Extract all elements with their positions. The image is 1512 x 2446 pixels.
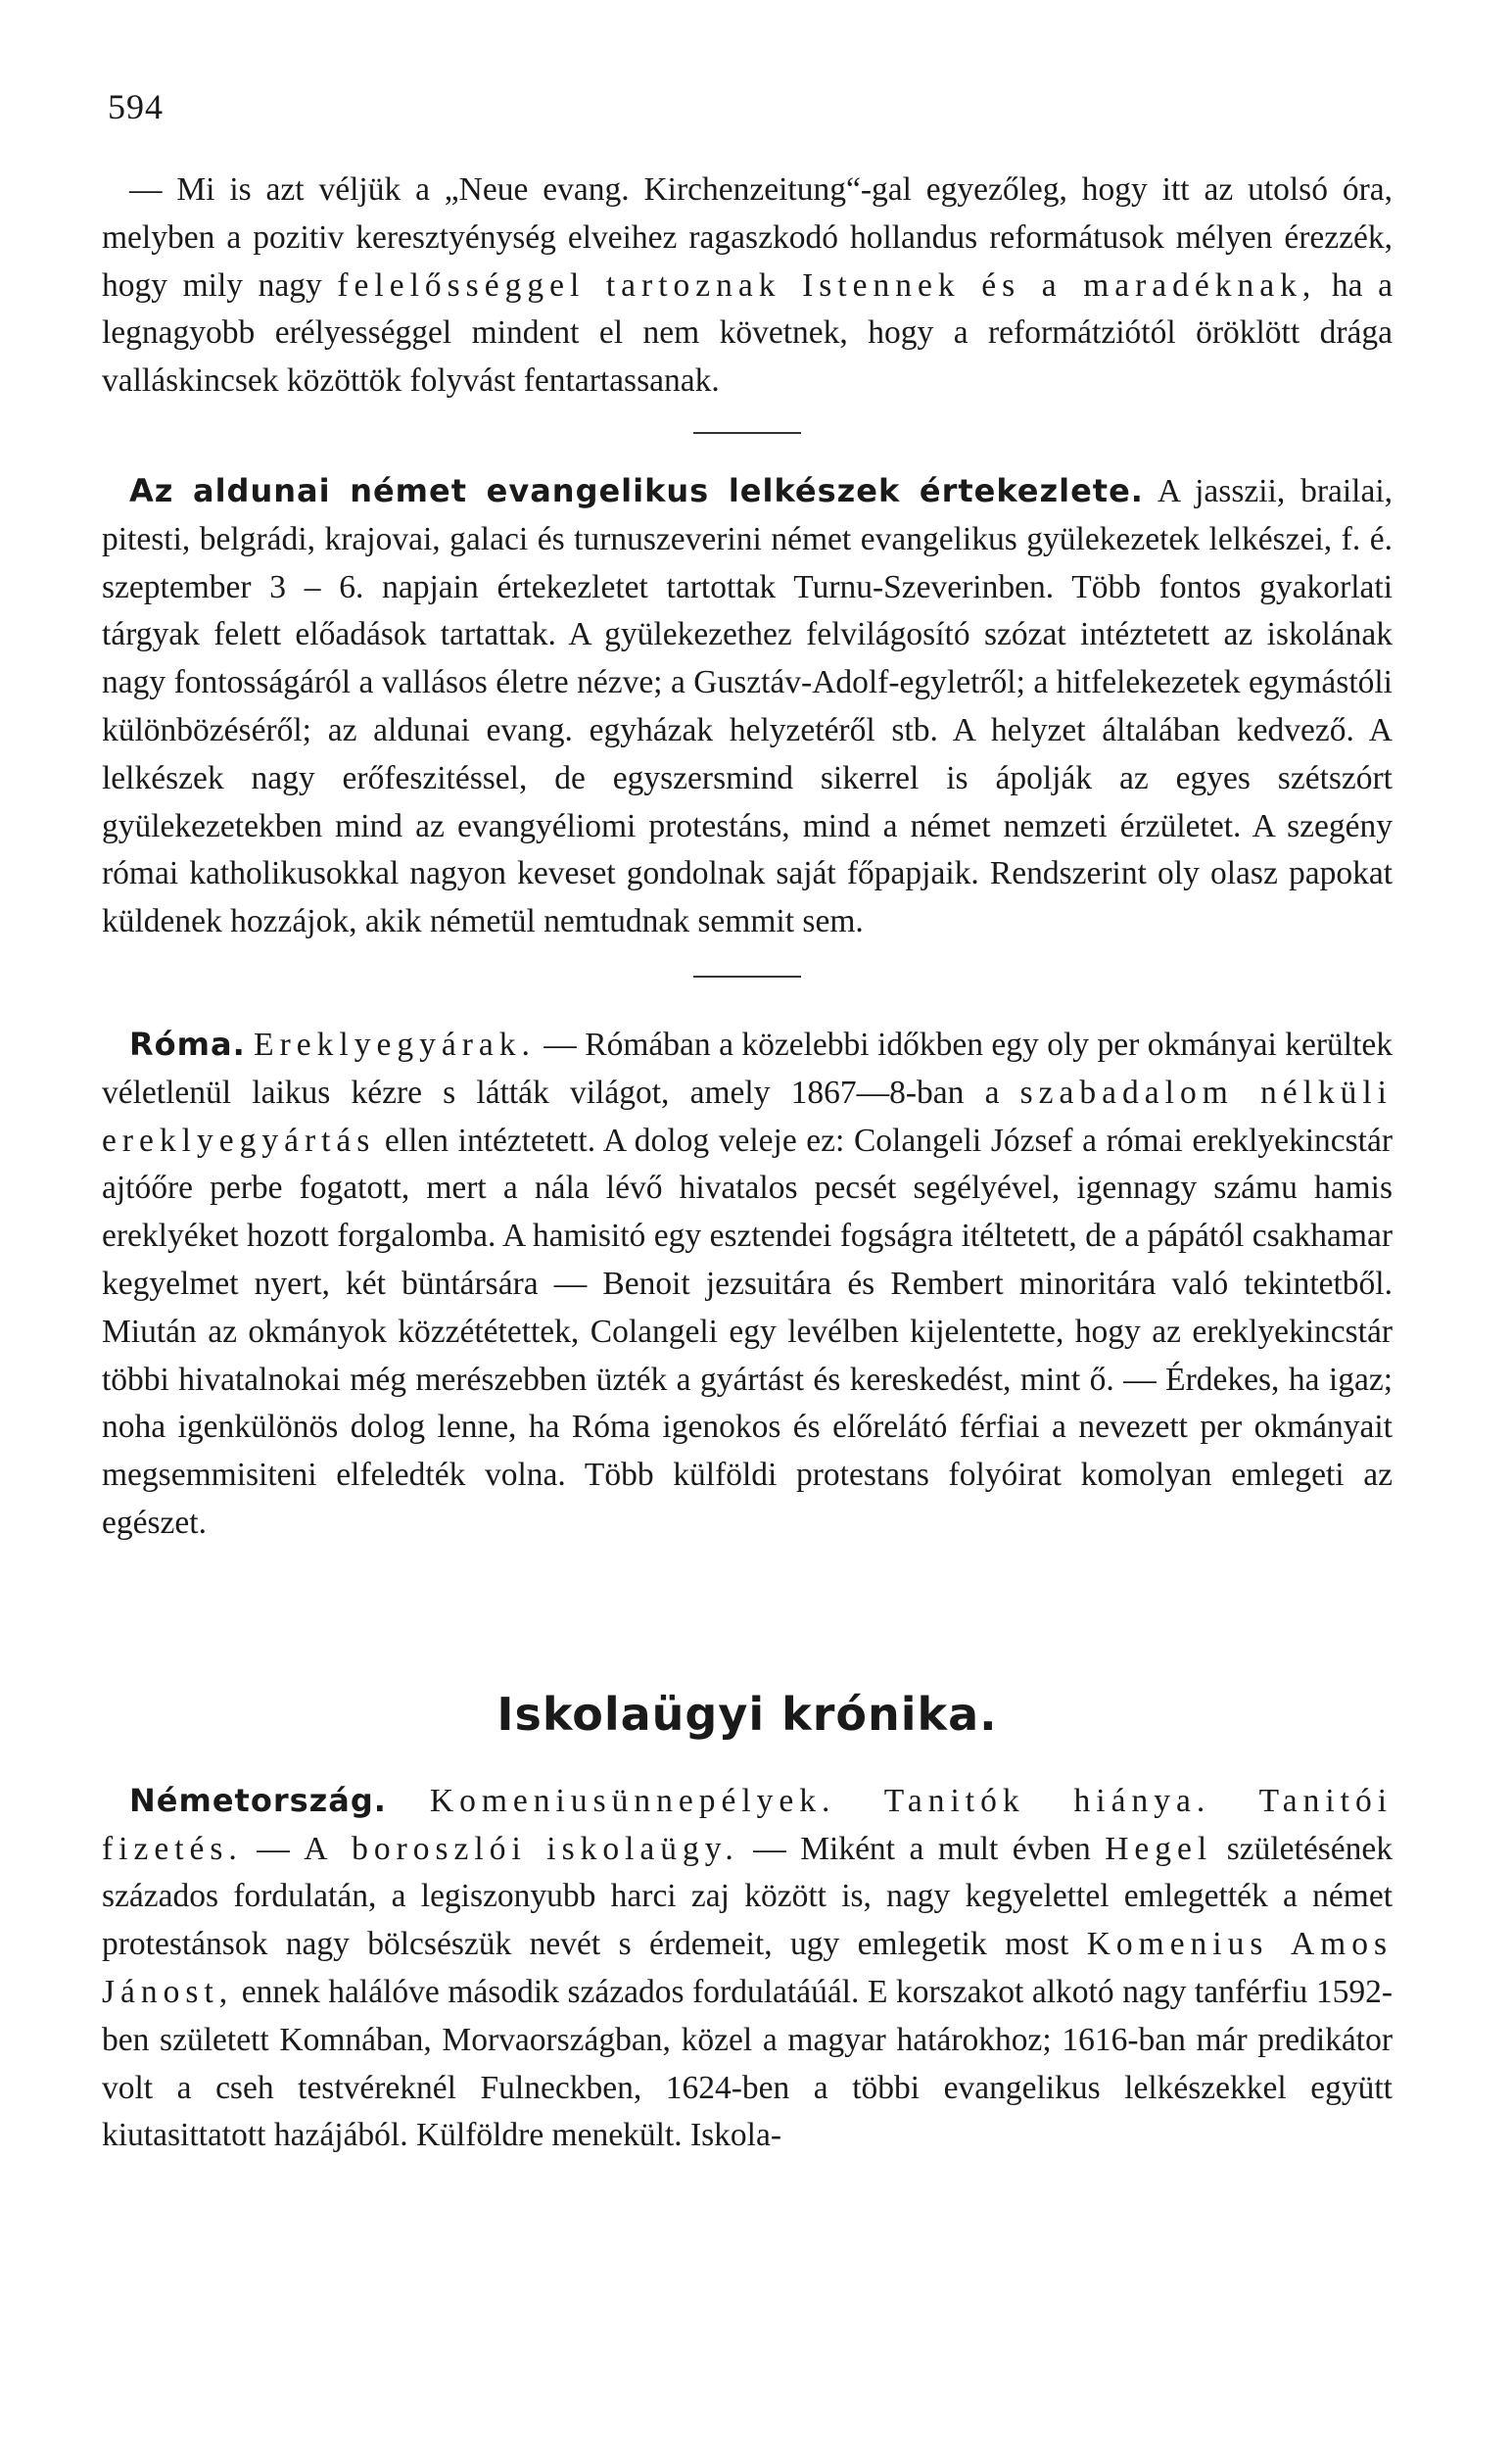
spaced-emphasis: A boroszlói iskolaügy. (304, 1830, 739, 1867)
paragraph-text: — Miként a mult évben (738, 1830, 1106, 1867)
paragraph-roma (102, 1021, 1393, 1548)
paragraph-text: — Rómában a közelebbi időkben egy oly per okmányai kerültek véletlenül laikus kézre s látták világot, amely 1867—8-ban a (102, 1026, 1394, 1111)
spaced-emphasis: felelősséggel tartoznak Istennek és a maradéknak, (337, 266, 1317, 304)
spaced-emphasis: Komenius Amos Jánost, (102, 1926, 1393, 2010)
paragraph-lead-title: Róma. (129, 1025, 246, 1063)
section-heading: Iskolaügyi krónika. (496, 1687, 998, 1741)
paragraph-text: — Mi is azt véljük a „Neue evang. Kirchenzeitung“-gal egyezőleg, hogy itt az utolsó óra, melyben a pozitiv keresztyénység elveihez ragaszkodó hollandus reformátusok mélyen érezzék, hogy mily nagy (102, 171, 1393, 304)
separator-rule (693, 976, 801, 978)
paragraph-aldunai (102, 467, 1393, 946)
paragraph-text: A jasszii, brailai, pitesti, belgrádi, krajovai, galaci és turnuszeverini német evangelikus gyülekezetek lelkészei, f. é. szeptember 3 – 6. napjain értekezletet tartottak Turnu-Szeverinben. Több fontos gyakorlati tárgyak felett előadások tartattak. A gyülekezethez felvilágosító szózat intéztetett az iskolának nagy fontosságáról a vallásos életre nézve; a Gusztáv-Adolf-egyletről; a hitfelekezetek egymástóli különbözéséről; az aldunai evang. egyházak helyzetéről stb. A helyzet általában kedvező. A lelkészek nagy erőfeszitéssel, de egyszersmind sikerrel is ápolják az egyes szétszórt gyülekezetekben mind az evangyéliomi protestáns, mind a német nemzeti érzületet. A szegény római katholikusokkal nagyon keveset gondolnak saját főpapjaik. Rendszerint oly olasz papokat küldenek hozzájok, akik németül nemtudnak semmit sem. (102, 472, 1394, 940)
spaced-emphasis: szabadalom nélküli ereklyegyártás (102, 1074, 1393, 1159)
paragraph-text: ennek halálóve második százados fordulatáúál. E korszakot alkotó nagy tanférfiu 1592-ben született Komnában, Morvaországban, közel a magyar határokhoz; 1616-ban már predikátor volt a cseh testvéreknél Fulneckben, 1624-ben a többi evangelikus lelkészekkel együtt kiutasittatott hazájából. Külföldre menekült. Iskola- (102, 1973, 1393, 2154)
spaced-emphasis: Komeniusünnepélyek. Tanitók hiánya. Tanitói fizetés. (102, 1782, 1393, 1867)
paragraph-text: születésének százados fordulatán, a legiszonyubb harci zaj között is, nagy kegyelettel emlegették a német protestánsok nagy bölcsészük nevét s érdemeit, ugy emlegetik most (102, 1830, 1393, 1963)
paragraph-nemetorszag (102, 1777, 1393, 2160)
spaced-emphasis: Hegel (1105, 1830, 1213, 1867)
paragraph-text: ha a legnagyobb erélyességgel mindent el nem követnek, hogy a reformátziótól öröklött drága valláskincsek közöttök folyvást fentartassanak. (102, 266, 1393, 400)
separator-rule (693, 432, 801, 434)
paragraph-lead-title: Az aldunai német evangelikus lelkészek értekezlete. (129, 471, 1144, 509)
paragraph-lead-title: Németország. (129, 1781, 387, 1819)
main-text-column (102, 167, 1393, 2160)
paragraph-neue-evang (102, 167, 1393, 406)
page-number: 594 (108, 87, 164, 126)
paragraph-text: — (242, 1830, 305, 1867)
paragraph-text: ellen intéztetett. A dolog veleje ez: Colangeli József a római ereklyekincstár ajtóőre perbe fogatott, mert a nála lévő hivatalos pecsét segélyével, igennagy számu hamis ereklyéket hozott forgalomba. A hamisitó egy esztendei fogságra itéltetett, de a pápától csakhamar kegyelmet nyert, két büntársára — Benoit jezsuitára és Rembert minoritára való tekintetből. Miután az okmányok közzététettek, Colangeli egy levélben kijelentette, hogy az ereklyekincstár többi hivatalnokai még merészebben üzték a gyártást és kereskedést, mint ő. — Érdekes, ha igaz; noha igenkülönös dolog lenne, ha Róma igenokos és előrelátó férfiai a nevezett per okmányait megsemmisiteni elfeledték volna. Több külföldi protestans folyóirat komolyan emlegeti az egészet. (102, 1122, 1393, 1541)
spaced-emphasis: Ereklyegyárak. (254, 1026, 536, 1063)
